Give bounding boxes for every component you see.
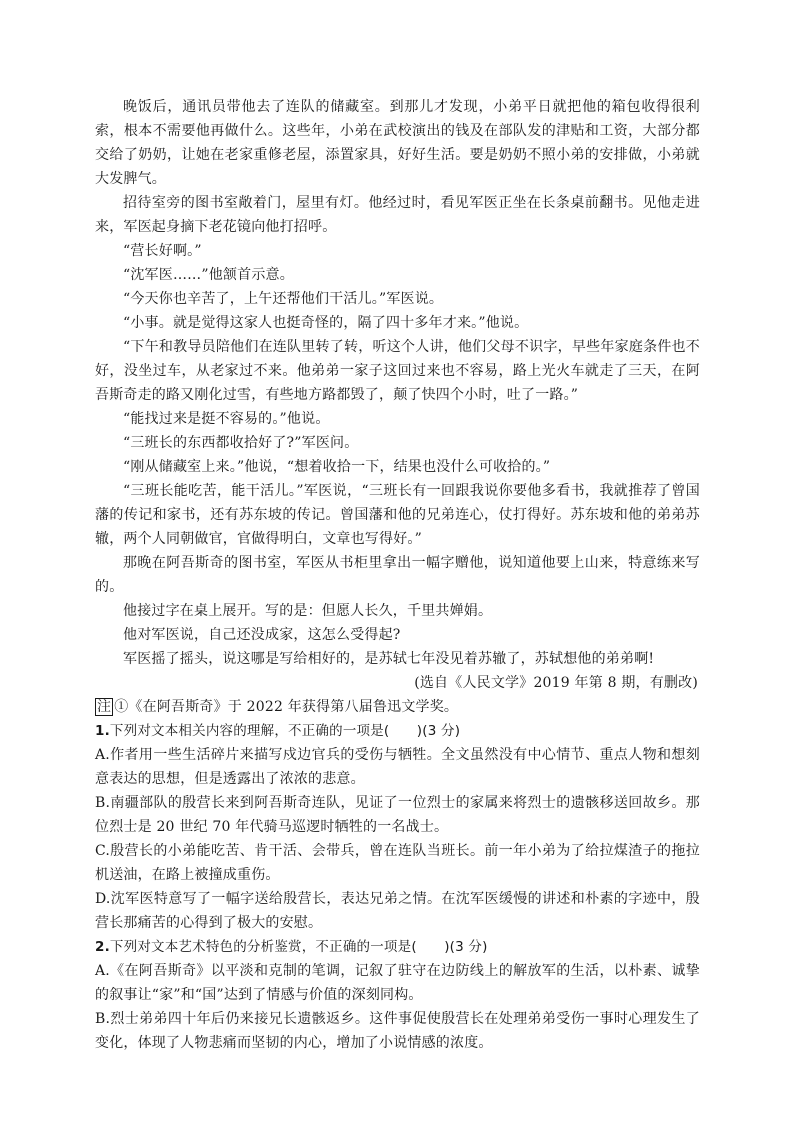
dialogue-line: “下午和教导员陪他们在连队里转了转，听这个人讲，他们父母不识字，早些年家庭条件也不好，没坐过车，从老家过不来。他弟弟一家子这回过来也不容易，路上光火车就走了三天，在阿吾斯奇走的路又刚化过雪，有些地方路都毁了，颠了快四个小时，吐了一路。” [95,339,700,403]
note-box-label: 注 [97,699,112,715]
question-1 [95,719,700,935]
passage-paragraph: 军医摇了摇头，说这哪是写给相好的，是苏轼七年没见着苏辙了，苏轼想他的弟弟啊! [123,651,655,667]
passage-paragraph: 他接过字在桌上展开。写的是：但愿人长久，千里共婵娟。 [123,603,493,619]
answer-option-a[interactable]: A.《在阿吾斯奇》以平淡和克制的笔调，记叙了驻守在边防线上的解放军的生活，以朴素、诚挚的叙事让“家”和“国”达到了情感与价值的深刻同构。 [95,963,700,1003]
footnote [95,695,700,719]
document-content [95,95,700,1055]
question-stem-text: 下列对文本相关内容的理解，不正确的一项是( )(3 分) [109,723,461,739]
dialogue-line: “刚从储藏室上来。”他说，“想着收拾一下，结果也没什么可收拾的。” [123,459,551,475]
answer-option-d[interactable]: D.沈军医特意写了一幅字送给殷营长，表达兄弟之情。在沈军医缓慢的讲述和朴素的字迹中，殷营长那痛苦的心得到了极大的安慰。 [95,891,700,931]
answer-option-b[interactable]: B.南疆部队的殷营长来到阿吾斯奇连队，见证了一位烈士的家属来将烈士的遗骸移送回故乡。那位烈士是 20 世纪 70 年代骑马巡逻时牺牲的一名战士。 [95,795,700,835]
question-number: 2. [95,939,110,955]
dialogue-line: “三班长的东西都收拾好了?”军医问。 [123,435,359,451]
footnote-text: ①《在阿吾斯奇》于 2022 年获得第八届鲁迅文学奖。 [114,699,459,715]
answer-option-a[interactable]: A.作者用一些生活碎片来描写戍边官兵的受伤与牺牲。全文虽然没有中心情节、重点人物和想刻意表达的思想，但是透露出了浓浓的悲意。 [95,747,700,787]
question-stem [95,935,700,959]
passage-paragraph: 招待室旁的图书室敞着门，屋里有灯。他经过时，看见军医正坐在长条桌前翻书。见他走进来，军医起身摘下老花镜向他打招呼。 [95,195,700,235]
question-2 [95,935,700,1055]
dialogue-line: “三班长能吃苦，能干活儿。”军医说，“三班长有一回跟我说你要他多看书，我就推荐了曾国藩的传记和家书，还有苏东坡的传记。曾国藩和他的兄弟连心，仗打得好。苏东坡和他的弟弟苏辙，两个人同朝做官，官做得明白，文章也写得好。” [95,483,700,547]
passage-paragraph: 晚饭后，通讯员带他去了连队的储藏室。到那儿才发现，小弟平日就把他的箱包收得很利索，根本不需要他再做什么。这些年，小弟在武校演出的钱及在部队发的津贴和工资，大部分都交给了奶奶，让她在老家重修老屋，添置家具，好好生活。要是奶奶不照小弟的安排做，小弟就大发脾气。 [95,99,700,187]
dialogue-line: “沈军医……”他颔首示意。 [123,267,294,283]
dialogue-line: “营长好啊。” [123,243,202,259]
dialogue-line: “今天你也辛苦了，上午还帮他们干活儿。”军医说。 [123,291,444,307]
dialogue-line: “能找过来是挺不容易的。”他说。 [123,411,330,427]
passage-paragraph: 那晚在阿吾斯奇的图书室，军医从书柜里拿出一幅字赠他，说知道他要上山来，特意练来写的。 [95,555,700,595]
dialogue-line: “小事。就是觉得这家人也挺奇怪的，隔了四十多年才来。”他说。 [123,315,529,331]
question-stem-text: 下列对文本艺术特色的分析鉴赏，不正确的一项是( )(3 分) [109,939,488,955]
question-stem [95,719,700,743]
source-citation: (选自《人民文学》2019 年第 8 期，有删改) [414,675,698,691]
answer-option-b[interactable]: B.烈士弟弟四十年后仍来接兄长遗骸返乡。这件事促使殷营长在处理弟弟受伤一事时心理发生了变化，体现了人物悲痛而坚韧的内心，增加了小说情感的浓度。 [95,1011,700,1051]
question-number: 1. [95,723,110,739]
passage-paragraph: 他对军医说，自己还没成家，这怎么受得起? [123,627,401,643]
answer-option-c[interactable]: C.殷营长的小弟能吃苦、肯干活、会带兵，曾在连队当班长。前一年小弟为了给拉煤渣子的拖拉机送油，在路上被撞成重伤。 [95,843,700,883]
